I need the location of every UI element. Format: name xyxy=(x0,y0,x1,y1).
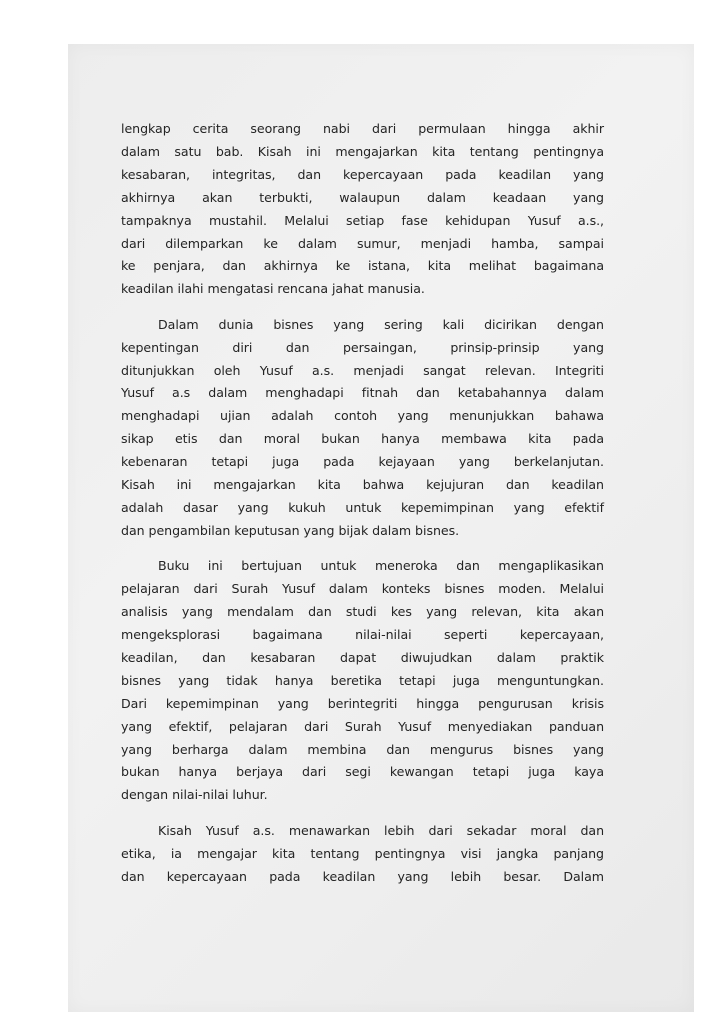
text-line: dengan nilai-nilai luhur. xyxy=(121,787,268,803)
text-line: yang berharga dalam membina dan mengurus bisnes yang xyxy=(121,741,604,757)
text-line: kepentingan diri dan persaingan, prinsip-prinsip yang xyxy=(121,339,604,355)
text-line: tampaknya mustahil. Melalui setiap fase kehidupan Yusuf a.s., xyxy=(121,212,604,228)
text-line: Kisah ini mengajarkan kita bahwa kejujuran dan keadilan xyxy=(121,477,604,493)
text-line: Buku ini bertujuan untuk meneroka dan mengaplikasikan xyxy=(158,558,604,574)
text-line: Dalam dunia bisnes yang sering kali dicirikan dengan xyxy=(158,316,604,332)
text-line: dan kepercayaan pada keadilan yang lebih besar. Dalam xyxy=(121,868,604,884)
text-line: pelajaran dari Surah Yusuf dalam konteks bisnes moden. Melalui xyxy=(121,581,604,597)
text-line: kebenaran tetapi juga pada kejayaan yang berkelanjutan. xyxy=(121,454,604,470)
text-line: Dari kepemimpinan yang berintegriti hingga pengurusan krisis xyxy=(121,695,604,711)
paragraph xyxy=(121,820,604,889)
text-line: dan pengambilan keputusan yang bijak dalam bisnes. xyxy=(121,522,460,538)
text-line: menghadapi ujian adalah contoh yang menunjukkan bahawa xyxy=(121,408,604,424)
document-page xyxy=(68,44,694,1012)
body-text xyxy=(121,118,604,901)
text-line: Yusuf a.s dalam menghadapi fitnah dan ketabahannya dalam xyxy=(121,385,604,401)
text-line: ke penjara, dan akhirnya ke istana, kita melihat bagaimana xyxy=(121,258,604,274)
text-line: analisis yang mendalam dan studi kes yang relevan, kita akan xyxy=(121,604,604,620)
text-line: dari dilemparkan ke dalam sumur, menjadi hamba, sampai xyxy=(121,235,604,251)
text-line: lengkap cerita seorang nabi dari permulaan hingga akhir xyxy=(121,121,604,136)
text-line: ditunjukkan oleh Yusuf a.s. menjadi sangat relevan. Integriti xyxy=(121,362,604,378)
text-line: keadilan, dan kesabaran dapat diwujudkan dalam praktik xyxy=(121,649,604,665)
paragraph xyxy=(121,314,604,543)
paragraph xyxy=(121,555,604,807)
text-line: kesabaran, integritas, dan kepercayaan pada keadilan yang xyxy=(121,166,604,182)
text-line: bukan hanya berjaya dari segi kewangan tetapi juga kaya xyxy=(121,764,604,780)
text-line: dalam satu bab. Kisah ini mengajarkan kita tentang pentingnya xyxy=(121,143,604,159)
text-line: Kisah Yusuf a.s. menawarkan lebih dari sekadar moral dan xyxy=(158,822,604,838)
text-line: adalah dasar yang kukuh untuk kepemimpinan yang efektif xyxy=(121,500,604,515)
text-line: keadilan ilahi mengatasi rencana jahat manusia. xyxy=(121,281,425,297)
text-line: mengeksplorasi bagaimana nilai-nilai seperti kepercayaan, xyxy=(121,627,604,643)
text-line: sikap etis dan moral bukan hanya membawa kita pada xyxy=(121,431,604,447)
text-line: bisnes yang tidak hanya beretika tetapi juga menguntungkan. xyxy=(121,672,604,688)
paragraph xyxy=(121,118,604,301)
text-line: akhirnya akan terbukti, walaupun dalam keadaan yang xyxy=(121,189,604,205)
text-line: yang efektif, pelajaran dari Surah Yusuf menyediakan panduan xyxy=(121,718,604,734)
text-line: etika, ia mengajar kita tentang pentingnya visi jangka panjang xyxy=(121,845,604,861)
